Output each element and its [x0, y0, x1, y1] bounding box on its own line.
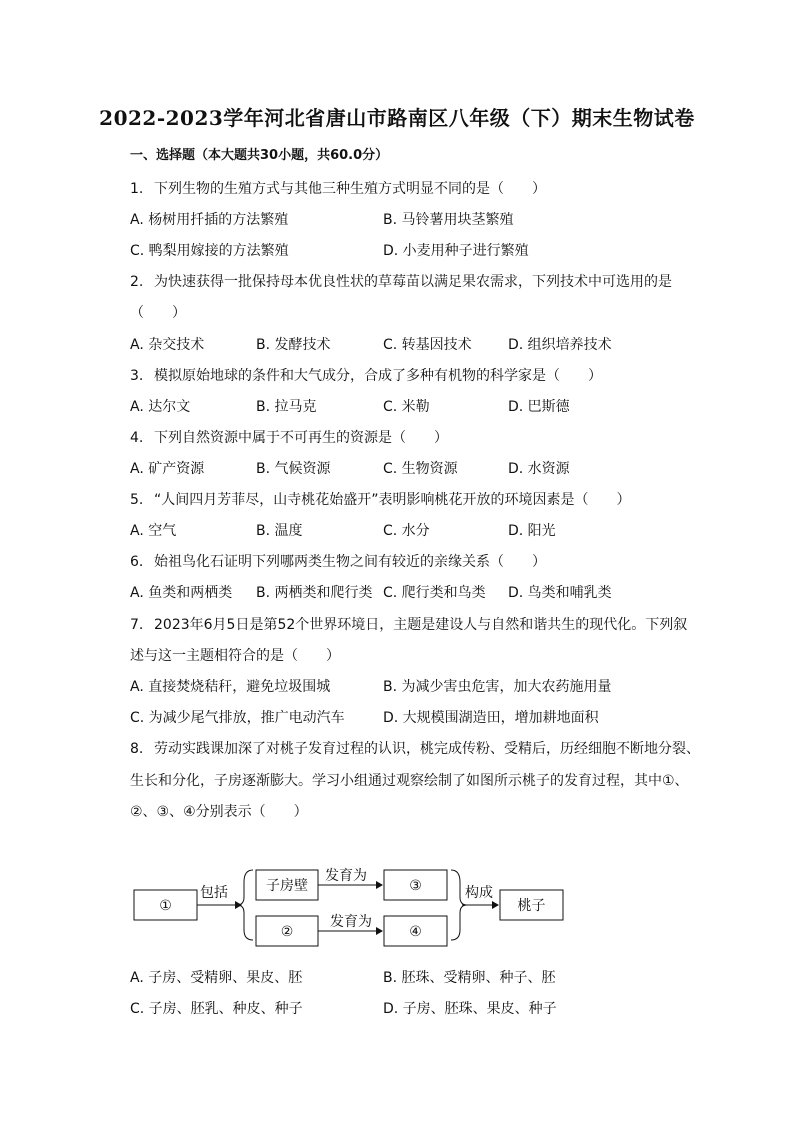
question-text-cont: ②、③、④分别表示（ ） — [130, 804, 308, 820]
box-1-label: ① — [159, 898, 172, 914]
question-6: 6. 始祖鸟化石证明下列哪两类生物之间有较近的亲缘关系（ ） — [130, 554, 546, 570]
question-text: 2023年6月5日是第52个世界环境日，主题是建设人与自然和谐共生的现代化。下列叙 — [154, 617, 688, 633]
question-text: 劳动实践课加深了对桃子发育过程的认识，桃完成传粉、受精后，历经细胞不断地分裂、 — [154, 741, 700, 757]
option-d[interactable]: D. 小麦用种子进行繁殖 — [383, 243, 529, 259]
question-text-cont: 生长和分化，子房逐渐膨大。学习小组通过观察绘制了如图所示桃子的发育过程，其中①、 — [130, 773, 689, 789]
section-heading: 一、选择题（本大题共30小题，共60.0分） — [130, 148, 389, 163]
ovary-wall-label: 子房壁 — [266, 878, 308, 894]
question-7: 7. 2023年6月5日是第52个世界环境日，主题是建设人与自然和谐共生的现代化。下列叙 — [130, 617, 688, 633]
option-d[interactable]: D. 组织培养技术 — [508, 337, 612, 353]
question-4: 4. 下列自然资源中属于不可再生的资源是（ ） — [130, 430, 448, 446]
box-2-label: ② — [280, 924, 294, 940]
option-d[interactable]: D. 子房、胚珠、果皮、种子 — [383, 1001, 557, 1017]
option-b[interactable]: B. 拉马克 — [256, 399, 317, 415]
question-text: 为快速获得一批保持母本优良性状的草莓苗以满足果农需求，下列技术中可选用的是 — [154, 274, 672, 290]
option-b[interactable]: B. 发酵技术 — [256, 337, 331, 353]
option-d[interactable]: D. 水资源 — [508, 461, 570, 477]
develop-label-2: 发育为 — [330, 914, 372, 930]
option-c[interactable]: C. 水分 — [383, 523, 430, 539]
option-b[interactable]: B. 两栖类和爬行类 — [256, 585, 373, 601]
option-c[interactable]: C. 爬行类和鸟类 — [383, 585, 486, 601]
box-3-label: ③ — [409, 878, 422, 894]
question-text: 始祖鸟化石证明下列哪两类生物之间有较近的亲缘关系（ ） — [154, 554, 546, 570]
option-a[interactable]: A. 直接焚烧秸秆，避免垃圾围城 — [130, 679, 331, 695]
form-label: 构成 — [465, 885, 493, 901]
include-label: 包括 — [200, 885, 228, 901]
question-text: 下列自然资源中属于不可再生的资源是（ ） — [154, 430, 448, 446]
option-c[interactable]: C. 鸭梨用嫁接的方法繁殖 — [130, 243, 289, 259]
question-text-cont: 述与这一主题相符合的是（ ） — [130, 648, 340, 664]
option-a[interactable]: A. 子房、受精卵、果皮、胚 — [130, 970, 303, 986]
option-b[interactable]: B. 温度 — [256, 523, 303, 539]
question-text: 下列生物的生殖方式与其他三种生殖方式明显不同的是（ ） — [154, 181, 546, 197]
box-4-label: ④ — [409, 924, 422, 940]
peach-development-diagram — [120, 855, 580, 955]
option-a[interactable]: A. 鱼类和两栖类 — [130, 585, 233, 601]
question-text: 模拟原始地球的条件和大气成分，合成了多种有机物的科学家是（ ） — [154, 368, 602, 384]
peach-label: 桃子 — [517, 898, 546, 914]
option-c[interactable]: C. 米勒 — [383, 399, 430, 415]
option-d[interactable]: D. 鸟类和哺乳类 — [508, 585, 612, 601]
develop-arrowhead-1 — [376, 881, 383, 889]
question-text: “人间四月芳菲尽，山寺桃花始盛开”表明影响桃花开放的环境因素是（ ） — [154, 492, 631, 508]
form-arrowhead — [492, 901, 499, 909]
question-2: 2. 为快速获得一批保持母本优良性状的草莓苗以满足果农需求，下列技术中可选用的是 — [130, 274, 672, 290]
option-a[interactable]: A. 杂交技术 — [130, 337, 205, 353]
option-c[interactable]: C. 子房、胚乳、种皮、种子 — [130, 1001, 303, 1017]
page-title: 2022-2023学年河北省唐山市路南区八年级（下）期末生物试卷 — [99, 106, 695, 130]
develop-arrowhead-2 — [376, 927, 383, 935]
option-a[interactable]: A. 达尔文 — [130, 399, 191, 415]
option-d[interactable]: D. 巴斯德 — [508, 399, 570, 415]
option-c[interactable]: C. 为减少尾气排放，推广电动汽车 — [130, 710, 345, 726]
option-d[interactable]: D. 大规模围湖造田，增加耕地面积 — [383, 710, 599, 726]
question-1: 1. 下列生物的生殖方式与其他三种生殖方式明显不同的是（ ） — [130, 181, 546, 197]
option-d[interactable]: D. 阳光 — [508, 523, 556, 539]
question-text-cont: （ ） — [130, 305, 186, 321]
option-c[interactable]: C. 转基因技术 — [383, 337, 472, 353]
develop-label-1: 发育为 — [325, 868, 367, 884]
option-b[interactable]: B. 马铃薯用块茎繁殖 — [383, 212, 514, 228]
option-c[interactable]: C. 生物资源 — [383, 461, 458, 477]
question-5: 5. “人间四月芳菲尽，山寺桃花始盛开”表明影响桃花开放的环境因素是（ ） — [130, 492, 631, 508]
question-3: 3. 模拟原始地球的条件和大气成分，合成了多种有机物的科学家是（ ） — [130, 368, 602, 384]
option-a[interactable]: A. 矿产资源 — [130, 461, 205, 477]
brace — [237, 870, 253, 940]
option-b[interactable]: B. 为减少害虫危害，加大农药施用量 — [383, 679, 612, 695]
option-b[interactable]: B. 胚珠、受精卵、种子、胚 — [383, 970, 556, 986]
option-a[interactable]: A. 空气 — [130, 523, 177, 539]
question-8: 8. 劳动实践课加深了对桃子发育过程的认识，桃完成传粉、受精后，历经细胞不断地分裂、 — [130, 741, 700, 757]
option-b[interactable]: B. 气候资源 — [256, 461, 331, 477]
option-a[interactable]: A. 杨树用扦插的方法繁殖 — [130, 212, 289, 228]
